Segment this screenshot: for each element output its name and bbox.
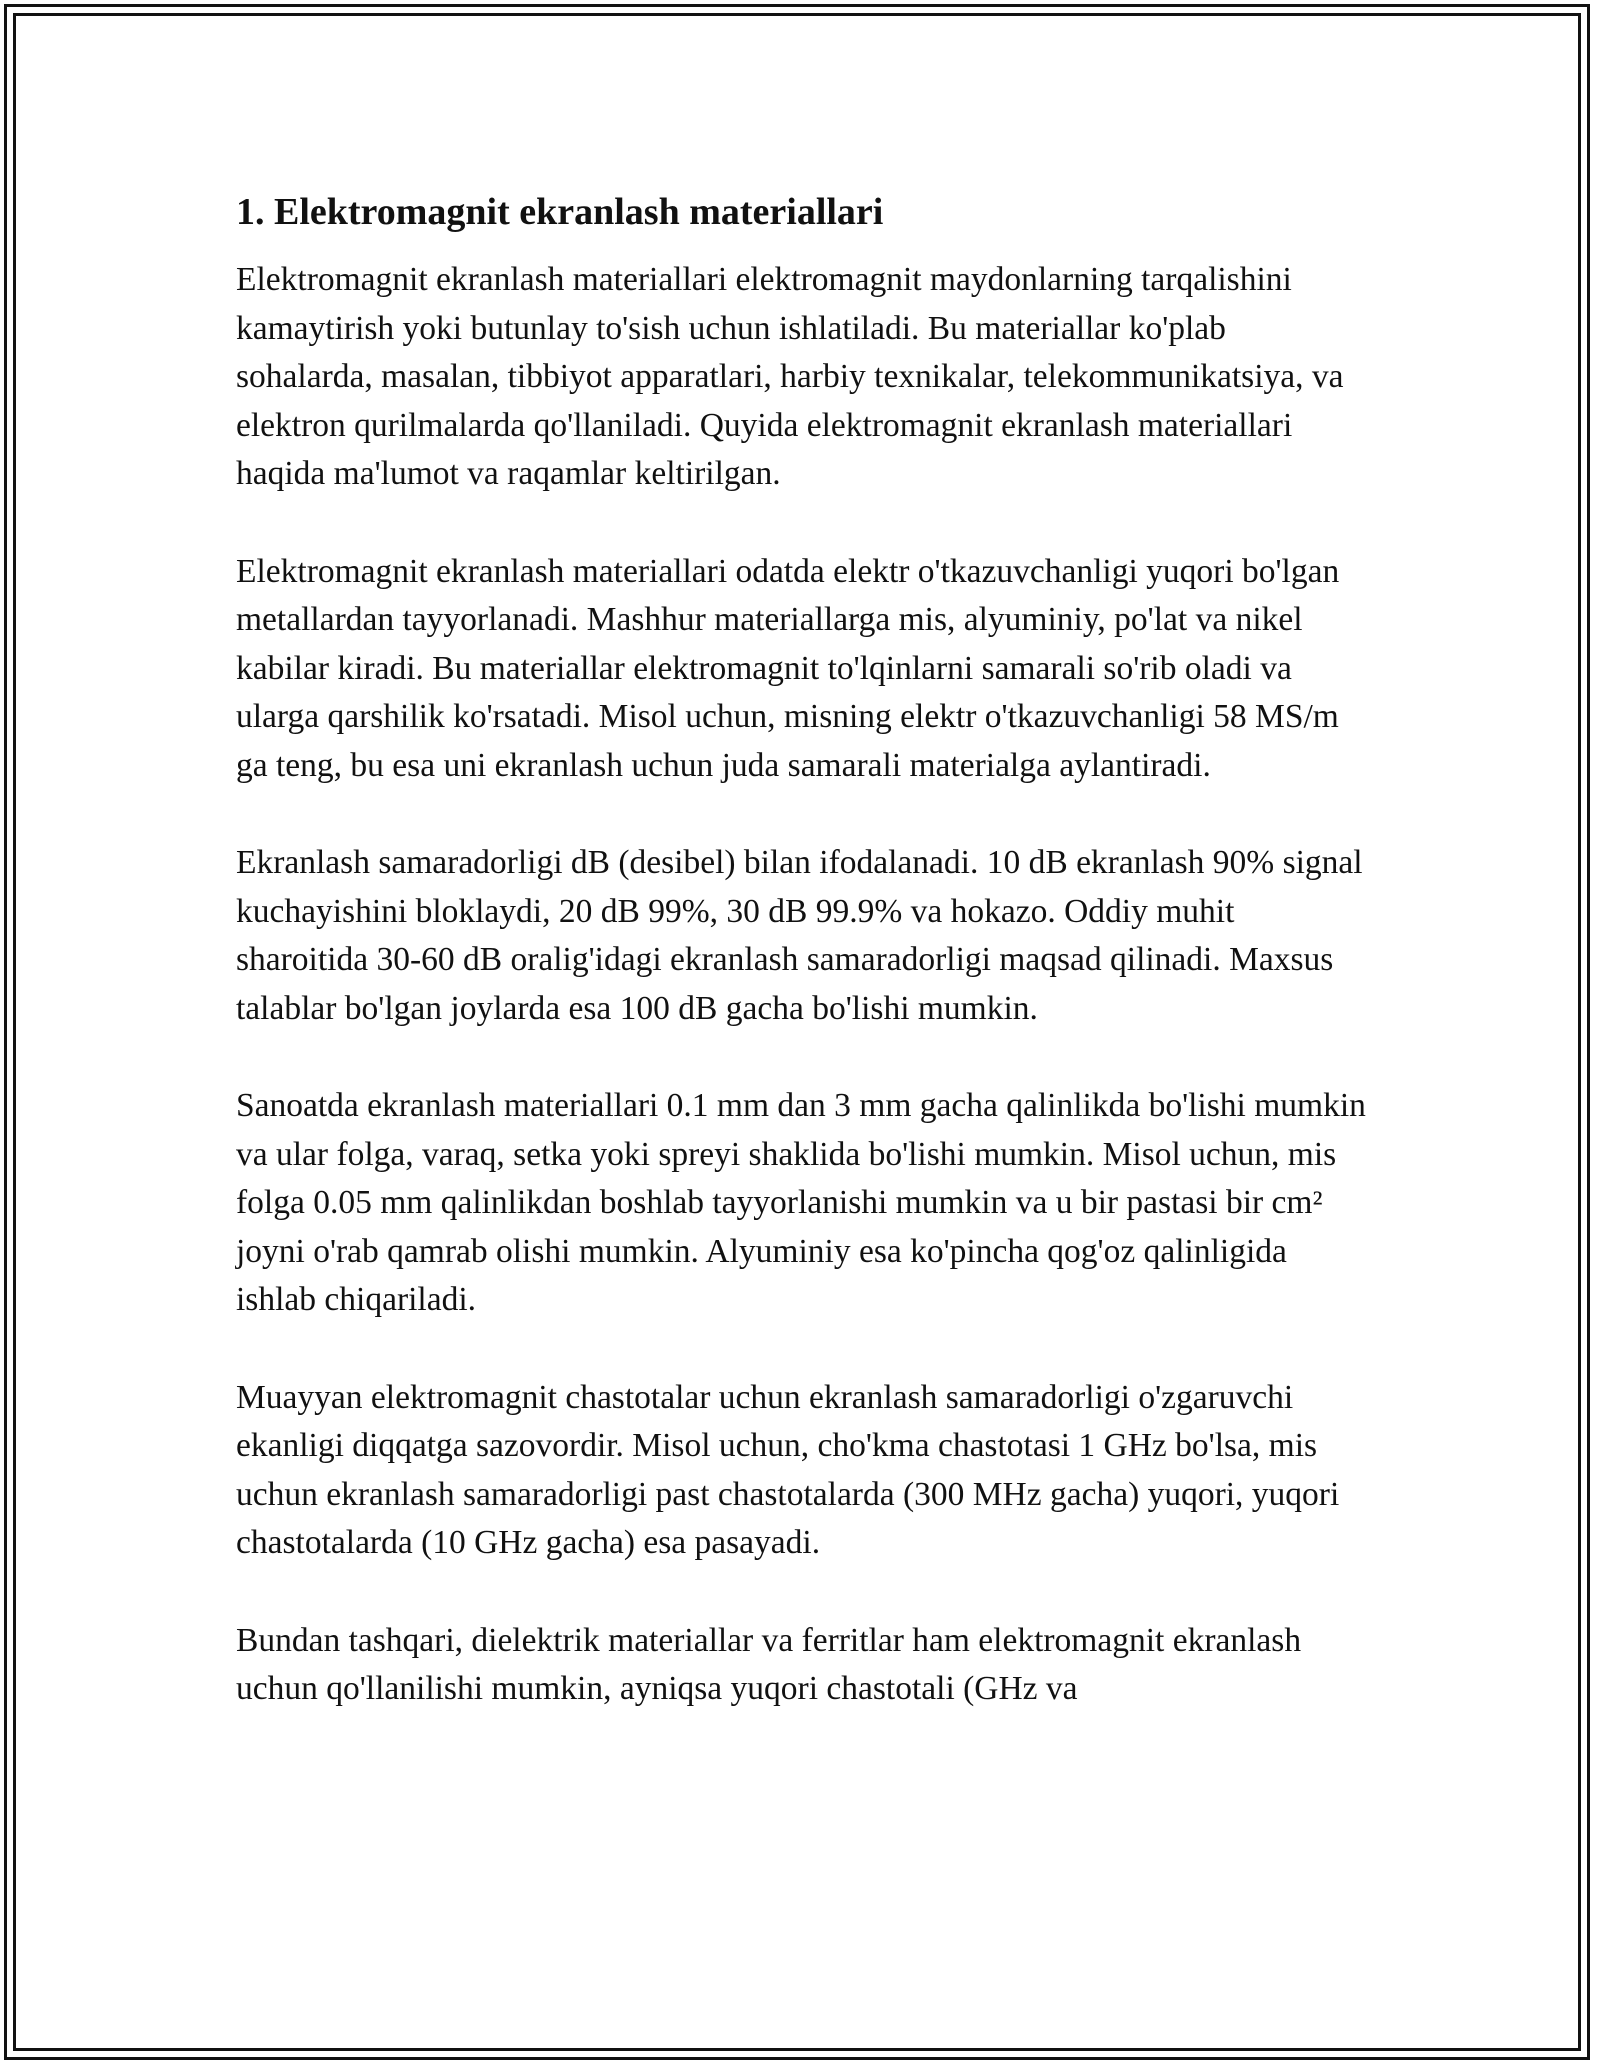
paragraph-dielectrics: Bundan tashqari, dielektrik materiallar va ferritlar ham elektromagnit ekranlash uchun qo'llanilishi mumkin, ayniqsa yuqori chastotali (GHz va [236,1621,1302,1707]
paragraph-materials: Elektromagnit ekranlash materiallari odatda elektr o'tkazuvchanligi yuqori bo'lgan metallardan tayyorlanadi. Mashhur materiallarga mis, alyuminiy, po'lat va nikel kabilar kiradi. Bu materiallar elektromagnit to'lqinlarni samarali so'rib oladi va ularga qarshilik ko'rsatadi. Misol uchun, misning elektr o'tkazuvchanligi 58 MS/m ga teng, bu esa uni ekranlash uchun juda samarali materialga aylantiradi. [236,552,1340,784]
paragraph-frequency: Muayyan elektromagnit chastotalar uchun ekranlash samaradorligi o'zgaruvchi ekanligi diqqatga sazovordir. Misol uchun, cho'kma chastotasi 1 GHz bo'lsa, mis uchun ekranlash samaradorligi past chastotalarda (300 MHz gacha) yuqori, yuqori chastotalarda (10 GHz gacha) esa pasayadi. [236,1378,1340,1561]
paragraph-intro: Elektromagnit ekranlash materiallari elektromagnit maydonlarning tarqalishini kamaytirish yoki butunlay to'sish uchun ishlatiladi. Bu materiallar ko'plab sohalarda, masalan, tibbiyot apparatlari, harbiy texnikalar, telekommunikatsiya, va elektron qurilmalarda qo'llaniladi. Quyida elektromagnit ekranlash materiallari haqida ma'lumot va raqamlar keltirilgan. [236,261,1344,492]
section-heading: 1. Elektromagnit ekranlash materiallari [236,191,884,233]
paragraph-thickness: Sanoatda ekranlash materiallari 0.1 mm dan 3 mm gacha qalinlikda bo'lishi mumkin va ular folga, varaq, setka yoki spreyi shaklida bo'lishi mumkin. Misol uchun, mis folga 0.05 mm qalinlikdan boshlab tayyorlanishi mumkin va u bir pastasi bir cm² joyni o'rab qamrab olishi mumkin. Alyuminiy esa ko'pincha qog'oz qalinligida ishlab chiqariladi. [236,1087,1366,1318]
document-body [236,188,1366,1763]
paragraph-effectiveness: Ekranlash samaradorligi dB (desibel) bilan ifodalanadi. 10 dB ekranlash 90% signal kuchayishini bloklaydi, 20 dB 99%, 30 dB 99.9% va hokazo. Oddiy muhit sharoitida 30-60 dB oralig'idagi ekranlash samaradorligi maqsad qilinadi. Maxsus talablar bo'lgan joylarda esa 100 dB gacha bo'lishi mumkin. [236,844,1363,1027]
